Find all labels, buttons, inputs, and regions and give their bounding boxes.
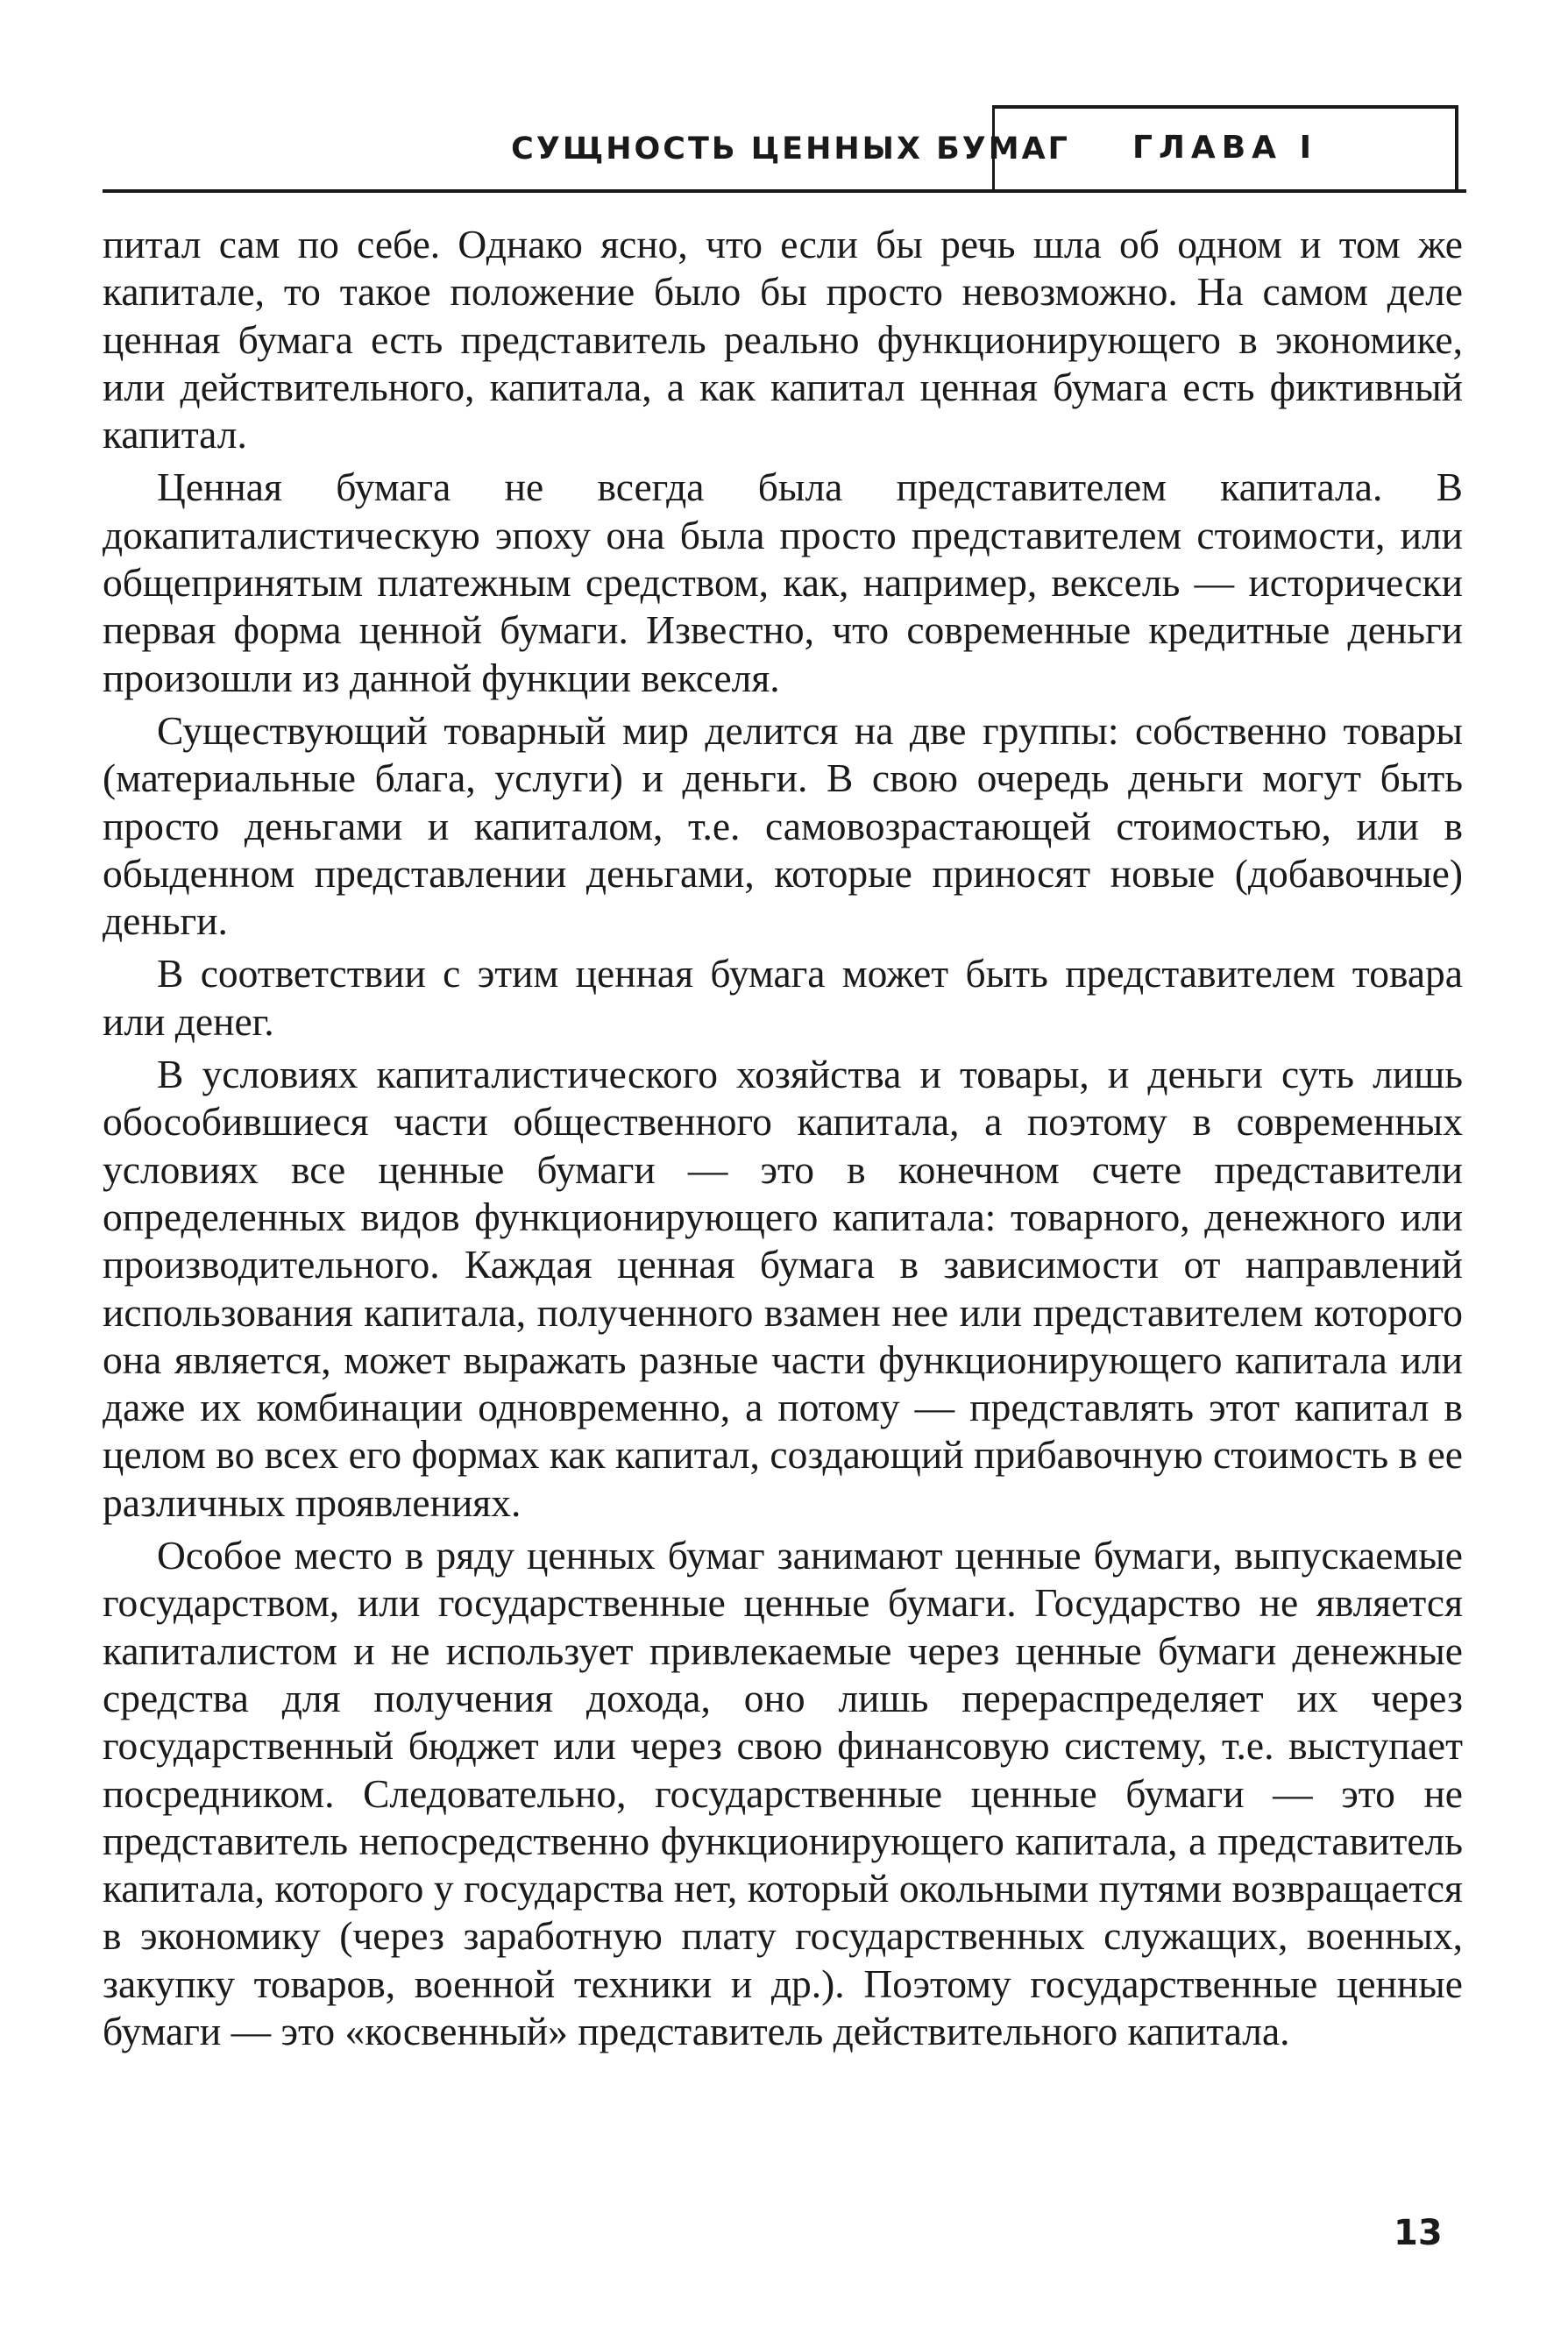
paragraph-5: В условиях капиталистического хозяйства и товары, и деньги суть лишь обособившиеся части общественного капитала, а поэтому в современных условиях все ценные бумаги — это в конечном счете представители определенных видов функционирующего капитала: товарного, денежного или производительного. Каждая ценная бумага в зависимости от направлений использования капитала, полученного взамен нее или представителем которого она является, может выражать разные части функционирующего капитала или даже их комбинации одновременно, а потому — представлять этот капитал в целом во всех его формах как капитал, создающий прибавочную стоимость в ее различных проявлениях. bbox=[103, 1052, 1463, 1525]
paragraph-3: Существующий товарный мир делится на две группы: собственно товары (материальные блага, услуги) и деньги. В свою очередь деньги могут быть просто деньгами и капиталом, т.е. самовозрастающей стоимостью, или в обыденном представлении деньгами, которые приносят новые (добавочные) деньги. bbox=[103, 707, 1463, 944]
paragraph-1: питал сам по себе. Однако ясно, что если бы речь шла об одном и том же капитале, то такое положение было бы просто невозможно. На самом деле ценная бумага есть представитель реально функционирующего в экономике, или действительного, капитала, а как капитал ценная бумага есть фиктивный капитал. bbox=[103, 222, 1463, 457]
page-number: 13 bbox=[1394, 2213, 1443, 2253]
chapter-box bbox=[992, 105, 1458, 189]
paragraph-4: В соответствии с этим ценная бумага может быть представителем товара или денег. bbox=[103, 951, 1463, 1044]
running-header bbox=[103, 105, 1466, 193]
paragraph-6: Особое место в ряду ценных бумаг занимают ценные бумаги, выпускаемые государством, или государственные ценные бумаги. Государство не является капиталистом и не использует привлекаемые через ценные бумаги денежные средства для получения дохода, оно лишь перераспределяет их через государственный бюджет или через свою финансовую систему, т.е. выступает посредником. Следовательно, государственные ценные бумаги — это не представитель непосредственно функционирующего капитала, а представитель капитала, которого у государства нет, который окольными путями возвращается в экономику (через заработную плату государственных служащих, военных, закупку товаров, военной техники и др.). Поэтому государственные ценные бумаги — это «косвенный» представитель действительного капитала. bbox=[103, 1533, 1463, 2053]
header-rule bbox=[103, 189, 1466, 193]
running-title: СУЩНОСТЬ ЦЕННЫХ БУМАГ bbox=[511, 131, 1070, 167]
body-text bbox=[103, 221, 1463, 2060]
paragraph-2: Ценная бумага не всегда была представителем капитала. В докапиталистическую эпоху она была просто представителем стоимости, или общепринятым платежным средством, как, например, вексель — исторически первая форма ценной бумаги. Известно, что современные кредитные деньги произошли из данной функции векселя. bbox=[103, 464, 1463, 700]
chapter-label: ГЛАВА I bbox=[1132, 130, 1317, 166]
